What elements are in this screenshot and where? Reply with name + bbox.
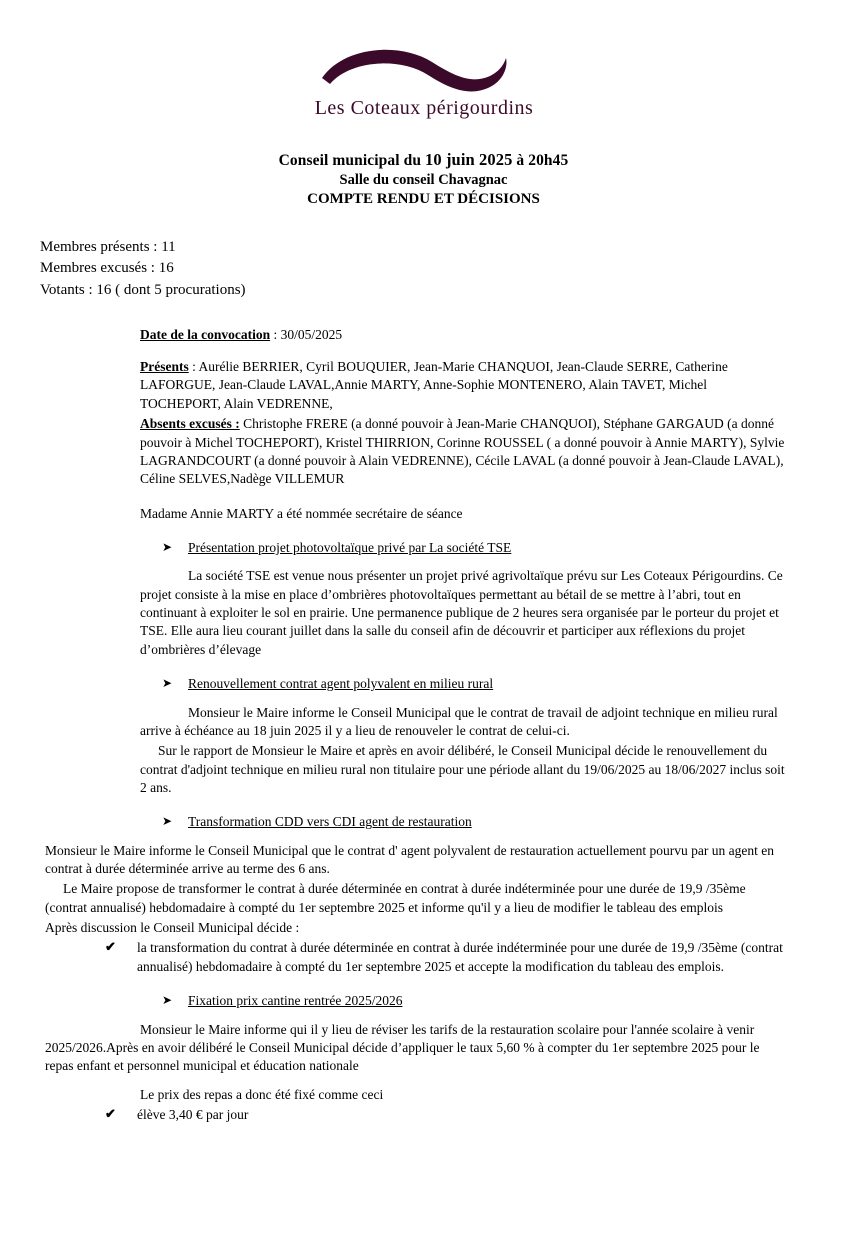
- check-bullet-icon: ✔: [105, 939, 116, 955]
- absent-members-line: [140, 415, 785, 488]
- absent-names: Christophe FRERE (a donné pouvoir à Jean-Marie CHANQUOI), Stéphane GARGAUD (a donné pouvoir à Michel TOCHEPORT), Kristel THIRRION, Corinne ROUSSEL ( a donné pouvoir à Annie MARTY), Sylvie LAGRANDCOURT (a donné pouvoir à Alain VEDRENNE), Cécile LAVAL (a donné pouvoir à Jean-Claude LAVAL), Céline SELVES,Nadège VILLEMUR: [140, 416, 785, 487]
- meeting-location: Salle du conseil Chavagnac: [339, 171, 508, 188]
- meeting-time: à 20h45: [512, 152, 569, 169]
- section-paragraph: Monsieur le Maire informe le Conseil Municipal que le contrat de travail de adjoint technique en milieu rural arrive à échéance au 18 juin 2025 il y a lieu de renouveler le contrat de celui-ci.: [140, 704, 778, 738]
- arrow-bullet-icon: ➤: [162, 814, 173, 829]
- absent-label: Absents excusés :: [140, 416, 240, 432]
- arrow-bullet-icon: ➤: [162, 676, 173, 691]
- section-paragraph: Monsieur le Maire informe qui il y lieu de réviser les tarifs de la restauration scolaire pour l'année scolaire à venir 2025/2026.Après en avoir délibéré le Conseil Municipal décide d’appliquer le taux 5,60 % à compter du 1er septembre 2025 pour le repas enfant et personnel municipal et éducation nationale: [45, 1021, 760, 1074]
- list-item: [45, 939, 785, 976]
- list-item: [45, 1106, 785, 1124]
- members-present-count: Membres présents : 11: [40, 238, 176, 255]
- section-paragraph: Sur le rapport de Monsieur le Maire et après en avoir délibéré, le Conseil Municipal décide le renouvellement du contrat d'adjoint technique en milieu rural non titulaire pour une période allant du 19/06/2025 au 18/06/2027 inclus soit 2 ans.: [140, 743, 785, 795]
- meeting-date: 10 juin 2025: [425, 150, 513, 169]
- arrow-bullet-icon: ➤: [162, 539, 173, 554]
- section-paragraph: Après discussion le Conseil Municipal décide :: [45, 920, 300, 936]
- present-members-line: [140, 358, 785, 413]
- document-page: [0, 48, 847, 1248]
- section-title: Transformation CDD vers CDI agent de restauration: [188, 814, 472, 830]
- present-label: Présents: [140, 359, 189, 375]
- convocation-date-line: [140, 326, 785, 344]
- svg-text:Les Coteaux périgourdins: Les Coteaux périgourdins: [314, 97, 533, 119]
- logo-block: [0, 48, 847, 128]
- section-heading-photovoltaique: [140, 539, 785, 557]
- convocation-value: : 30/05/2025: [270, 326, 343, 342]
- section-paragraph: Monsieur le Maire informe le Conseil Municipal que le contrat d' agent polyvalent de restauration actuellement pourvu par un agent en contrat à durée déterminée arrive au terme des 6 ans.: [45, 842, 774, 877]
- decision-list: [45, 939, 785, 976]
- secretary-line: Madame Annie MARTY a été nommée secrétaire de séance: [140, 505, 463, 521]
- section-paragraph: La société TSE est venue nous présenter un projet privé agrivoltaïque prévu sur Les Coteaux Périgourdins. Ce projet consiste à la mise en place d’ombrières photovoltaïques permettant au bétail de se mettre à l’abri, tout en continuant à exploiter le sol en prairie. Une permanence publique de 2 heures sera organisée par le porteur du projet et TSE. Elle aura lieu courant juillet dans la salle du conseil afin de découvrir et participer aux réflexions du projet d’ombrières d’élevage: [140, 568, 783, 657]
- section-heading-renouvellement-contrat: [140, 675, 785, 693]
- section-paragraph: Le prix des repas a donc été fixé comme ceci: [140, 1086, 384, 1102]
- meeting-title-prefix: Conseil municipal du: [278, 152, 426, 169]
- attendance-counts: [40, 237, 847, 302]
- convocation-label: Date de la convocation: [140, 326, 271, 342]
- price-list: [45, 1106, 785, 1124]
- meeting-title-line: [0, 150, 847, 171]
- section-title: Renouvellement contrat agent polyvalent en milieu rural: [188, 676, 494, 692]
- section-title: Fixation prix cantine rentrée 2025/2026: [188, 993, 403, 1009]
- section-paragraph: Le Maire propose de transformer le contrat à durée déterminée en contrat à durée indéterminée pour une durée de 19,9 /35ème (contrat annualisé) hebdomadaire à compté du 1er septembre 2025 et informe qu'il y a lieu de modifier le tableau des emplois: [45, 881, 746, 915]
- document-body: [45, 326, 785, 1125]
- list-item-text: la transformation du contrat à durée déterminée en contrat à durée indéterminée pour une durée de 19,9 /35ème (contrat annualisé) hebdomadaire à compté du 1er septembre 2025 et accepte la modification du tableau des emplois.: [137, 940, 783, 974]
- members-excused-count: Membres excusés : 16: [40, 260, 174, 277]
- document-title-block: [0, 150, 847, 209]
- document-type-title: COMPTE RENDU ET DÉCISIONS: [307, 190, 540, 207]
- section-heading-transformation-cdd-cdi: [140, 813, 785, 831]
- les-coteaux-perigourdins-logo-icon: [304, 48, 544, 128]
- present-names: : Aurélie BERRIER, Cyril BOUQUIER, Jean-Marie CHANQUOI, Jean-Claude SERRE, Catherine LAFORGUE, Jean-Claude LAVAL,Annie MARTY, Anne-Sophie MONTENERO, Alain TAVET, Michel TOCHEPORT, Alain VEDRENNE,: [140, 359, 728, 411]
- check-bullet-icon: ✔: [105, 1105, 116, 1121]
- section-heading-prix-cantine: [140, 992, 785, 1010]
- section-title: Présentation projet photovoltaïque privé par La société TSE: [188, 539, 512, 555]
- arrow-bullet-icon: ➤: [162, 993, 173, 1008]
- list-item-text: élève 3,40 € par jour: [137, 1106, 249, 1122]
- voters-count: Votants : 16 ( dont 5 procurations): [40, 282, 246, 298]
